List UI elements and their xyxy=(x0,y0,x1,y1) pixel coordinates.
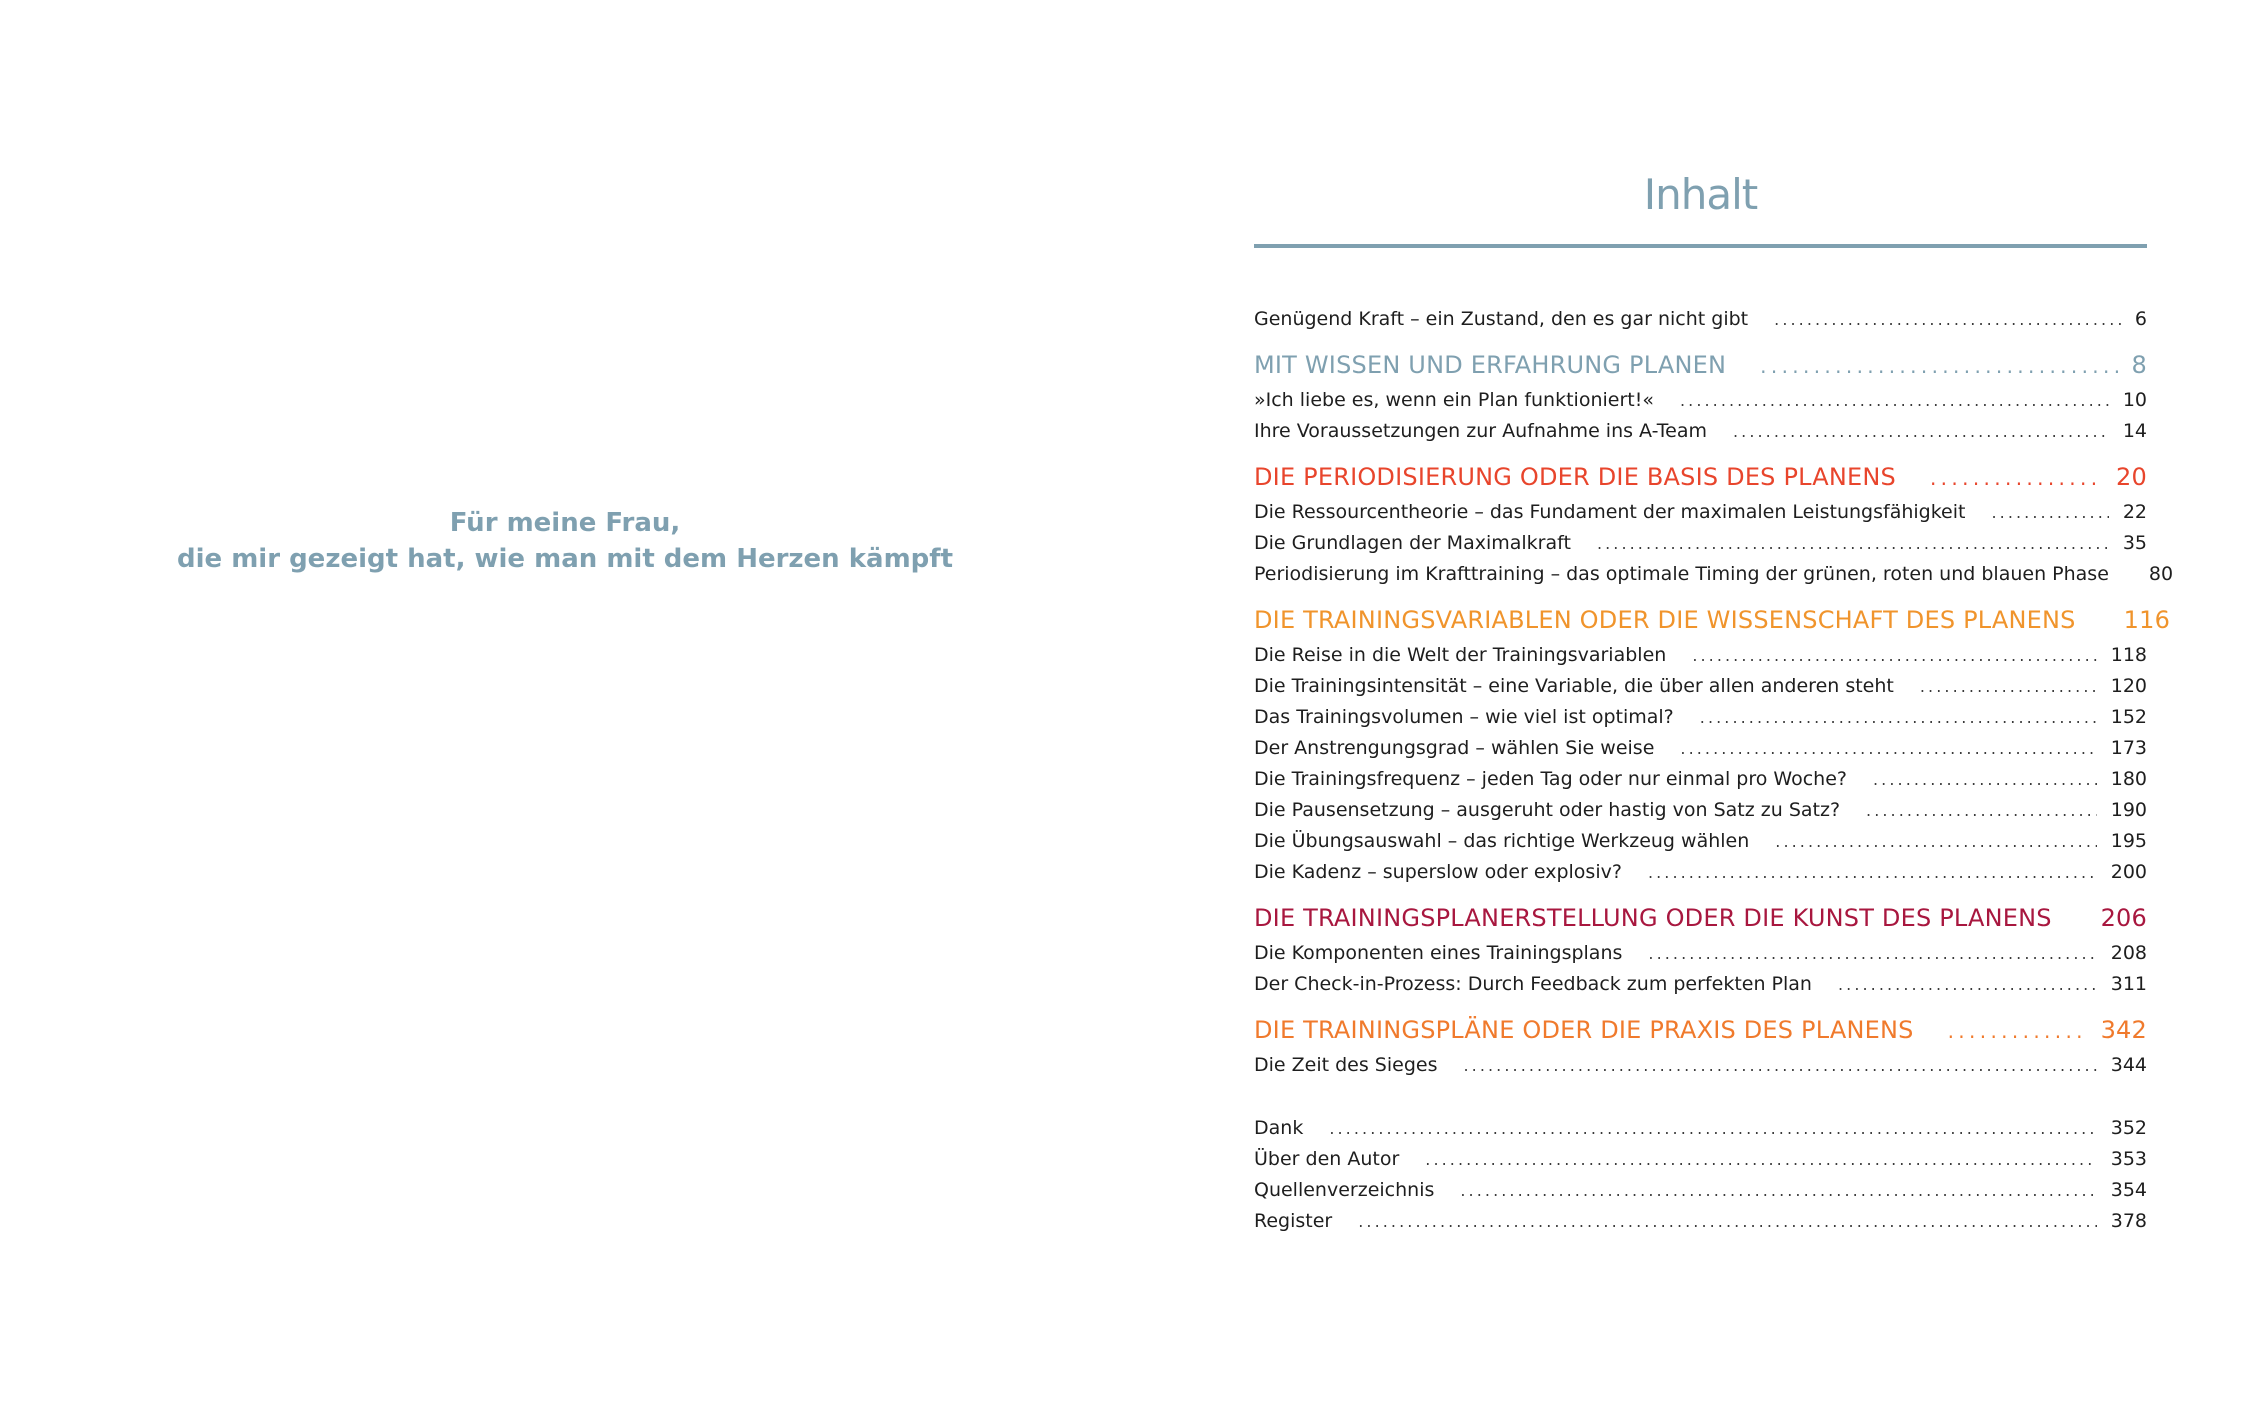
toc-page-number: 378 xyxy=(2110,1210,2147,1232)
toc-entry-label: Die Trainingsintensität – eine Variable, die über allen anderen steht xyxy=(1254,675,1894,697)
toc-entry xyxy=(1254,559,2174,590)
toc-entry-label: MIT WISSEN UND ERFAHRUNG PLANEN xyxy=(1254,351,1727,379)
toc-page-number: 80 xyxy=(2148,563,2174,585)
toc-leader-dots xyxy=(1760,346,2117,386)
toc-entry-label: Ihre Voraussetzungen zur Aufnahme ins A-Team xyxy=(1254,420,1707,442)
toc-entry-label: DIE TRAININGSPLÄNE ODER DIE PRAXIS DES PLANENS xyxy=(1254,1016,1914,1044)
toc-page-number: 208 xyxy=(2110,942,2147,964)
toc-page-number: 118 xyxy=(2110,644,2147,666)
toc-entry-label: Die Pausensetzung – ausgeruht oder hastig von Satz zu Satz? xyxy=(1254,799,1841,821)
toc-entry xyxy=(1254,1206,2147,1237)
toc-entry-label: Das Trainingsvolumen – wie viel ist optimal? xyxy=(1254,706,1674,728)
toc-leader-dots xyxy=(1866,795,2097,826)
toc-entry xyxy=(1254,416,2147,447)
toc-page-number: 200 xyxy=(2110,861,2147,883)
toc-list xyxy=(1254,304,2174,1237)
toc-entry-label: Die Reise in die Welt der Trainingsvariablen xyxy=(1254,644,1667,666)
toc-entry xyxy=(1254,497,2147,528)
toc-leader-dots xyxy=(1680,733,2096,764)
toc-leader-dots xyxy=(1329,1113,2096,1144)
toc-entry-label: Die Ressourcentheorie – das Fundament der maximalen Leistungsfähigkeit xyxy=(1254,501,1966,523)
toc-entry-label: Die Übungsauswahl – das richtige Werkzeug wählen xyxy=(1254,830,1750,852)
toc-page-number: 6 xyxy=(2134,308,2147,330)
toc-entry xyxy=(1254,938,2147,969)
toc-page-number: 311 xyxy=(2110,973,2147,995)
toc-entry-label: Die Komponenten eines Trainingsplans xyxy=(1254,942,1623,964)
toc-leader-dots xyxy=(1930,458,2102,498)
toc-entry xyxy=(1254,1144,2147,1175)
toc-entry xyxy=(1254,385,2147,416)
toc-entry-label: Der Anstrengungsgrad – wählen Sie weise xyxy=(1254,737,1655,759)
toc-section-heading xyxy=(1254,898,2147,938)
toc-entry xyxy=(1254,1113,2147,1144)
toc-entry-label: Quellenverzeichnis xyxy=(1254,1179,1435,1201)
toc-title: Inhalt xyxy=(1643,170,1758,219)
toc-entry xyxy=(1254,304,2147,335)
toc-entry-label: Der Check-in-Prozess: Durch Feedback zum perfekten Plan xyxy=(1254,973,1812,995)
toc-entry-label: DIE TRAININGSPLANERSTELLUNG ODER DIE KUNST DES PLANENS xyxy=(1254,904,2052,932)
toc-leader-dots xyxy=(1991,497,2108,528)
toc-leader-dots xyxy=(1775,826,2096,857)
toc-entry-label: Über den Autor xyxy=(1254,1148,1400,1170)
toc-leader-dots xyxy=(1680,385,2109,416)
toc-section-heading xyxy=(1254,457,2147,497)
toc-entry xyxy=(1254,1175,2147,1206)
toc-section-heading xyxy=(1254,600,2171,640)
toc-leader-dots xyxy=(1873,764,2097,795)
toc-leader-dots xyxy=(1733,416,2109,447)
toc-page-number: 195 xyxy=(2110,830,2147,852)
toc-page-number: 353 xyxy=(2110,1148,2147,1170)
toc-entry xyxy=(1254,1050,2147,1081)
toc-page-number: 206 xyxy=(2100,904,2147,932)
toc-entry xyxy=(1254,702,2147,733)
toc-entry-label: Die Grundlagen der Maximalkraft xyxy=(1254,532,1571,554)
toc-page-number: 120 xyxy=(2110,675,2147,697)
toc-entry-label: DIE PERIODISIERUNG ODER DIE BASIS DES PLANENS xyxy=(1254,463,1896,491)
toc-entry-label: Dank xyxy=(1254,1117,1304,1139)
toc-section-heading xyxy=(1254,1010,2147,1050)
toc-entry xyxy=(1254,795,2147,826)
toc-entry-label: »Ich liebe es, wenn ein Plan funktioniert!« xyxy=(1254,389,1654,411)
toc-leader-dots xyxy=(2086,899,2087,939)
toc-page-number: 20 xyxy=(2116,463,2147,491)
toc-leader-dots xyxy=(1692,640,2096,671)
toc-leader-dots xyxy=(1358,1206,2097,1237)
toc-leader-dots xyxy=(1774,304,2121,335)
toc-page-number: 116 xyxy=(2123,606,2171,634)
dedication-line-2: die mir gezeigt hat, wie man mit dem Herzen kämpft xyxy=(176,544,954,574)
toc-leader-dots xyxy=(1460,1175,2096,1206)
toc-entry-label: Die Trainingsfrequenz – jeden Tag oder nur einmal pro Woche? xyxy=(1254,768,1847,790)
toc-entry-label: Die Zeit des Sieges xyxy=(1254,1054,1438,1076)
toc-page-number: 352 xyxy=(2110,1117,2147,1139)
toc-entry-label: Periodisierung im Krafttraining – das optimale Timing der grünen, roten und blauen Phase xyxy=(1254,563,2109,585)
toc-entry-label: Register xyxy=(1254,1210,1333,1232)
toc-page-number: 354 xyxy=(2110,1179,2147,1201)
toc-leader-dots xyxy=(1700,702,2097,733)
toc-leader-dots xyxy=(1920,671,2097,702)
toc-entry xyxy=(1254,826,2147,857)
toc-leader-dots xyxy=(1463,1050,2096,1081)
dedication xyxy=(160,505,970,577)
toc-page-number: 344 xyxy=(2110,1054,2147,1076)
toc-leader-dots xyxy=(1648,857,2097,888)
toc-page-number: 8 xyxy=(2131,351,2147,379)
toc-entry xyxy=(1254,671,2147,702)
toc-page-number: 173 xyxy=(2110,737,2147,759)
toc-page-number: 190 xyxy=(2110,799,2147,821)
toc-leader-dots xyxy=(1648,938,2096,969)
toc-entry xyxy=(1254,969,2147,1000)
toc-page-number: 14 xyxy=(2122,420,2147,442)
toc-leader-dots xyxy=(1425,1144,2096,1175)
toc-entry xyxy=(1254,764,2147,795)
toc-leader-dots xyxy=(1838,969,2097,1000)
toc-page-number: 342 xyxy=(2100,1016,2147,1044)
toc-entry xyxy=(1254,528,2147,559)
toc-page-number: 22 xyxy=(2122,501,2147,523)
toc-page-number: 35 xyxy=(2122,532,2147,554)
toc-entry-label: Die Kadenz – superslow oder explosiv? xyxy=(1254,861,1622,883)
toc-page-number: 180 xyxy=(2110,768,2147,790)
toc-page-number: 152 xyxy=(2110,706,2147,728)
toc-title-rule xyxy=(1254,244,2147,248)
toc-leader-dots xyxy=(1948,1011,2087,1051)
toc-entry-label: DIE TRAININGSVARIABLEN ODER DIE WISSENSCHAFT DES PLANENS xyxy=(1254,606,2076,634)
table-of-contents xyxy=(1254,170,2174,1237)
toc-entry xyxy=(1254,857,2147,888)
toc-leader-dots xyxy=(1597,528,2109,559)
toc-section-heading xyxy=(1254,345,2147,385)
toc-entry xyxy=(1254,733,2147,764)
toc-entry xyxy=(1254,640,2147,671)
dedication-line-1: Für meine Frau, xyxy=(449,508,681,538)
toc-page-number: 10 xyxy=(2122,389,2147,411)
toc-entry-label: Genügend Kraft – ein Zustand, den es gar nicht gibt xyxy=(1254,308,1749,330)
